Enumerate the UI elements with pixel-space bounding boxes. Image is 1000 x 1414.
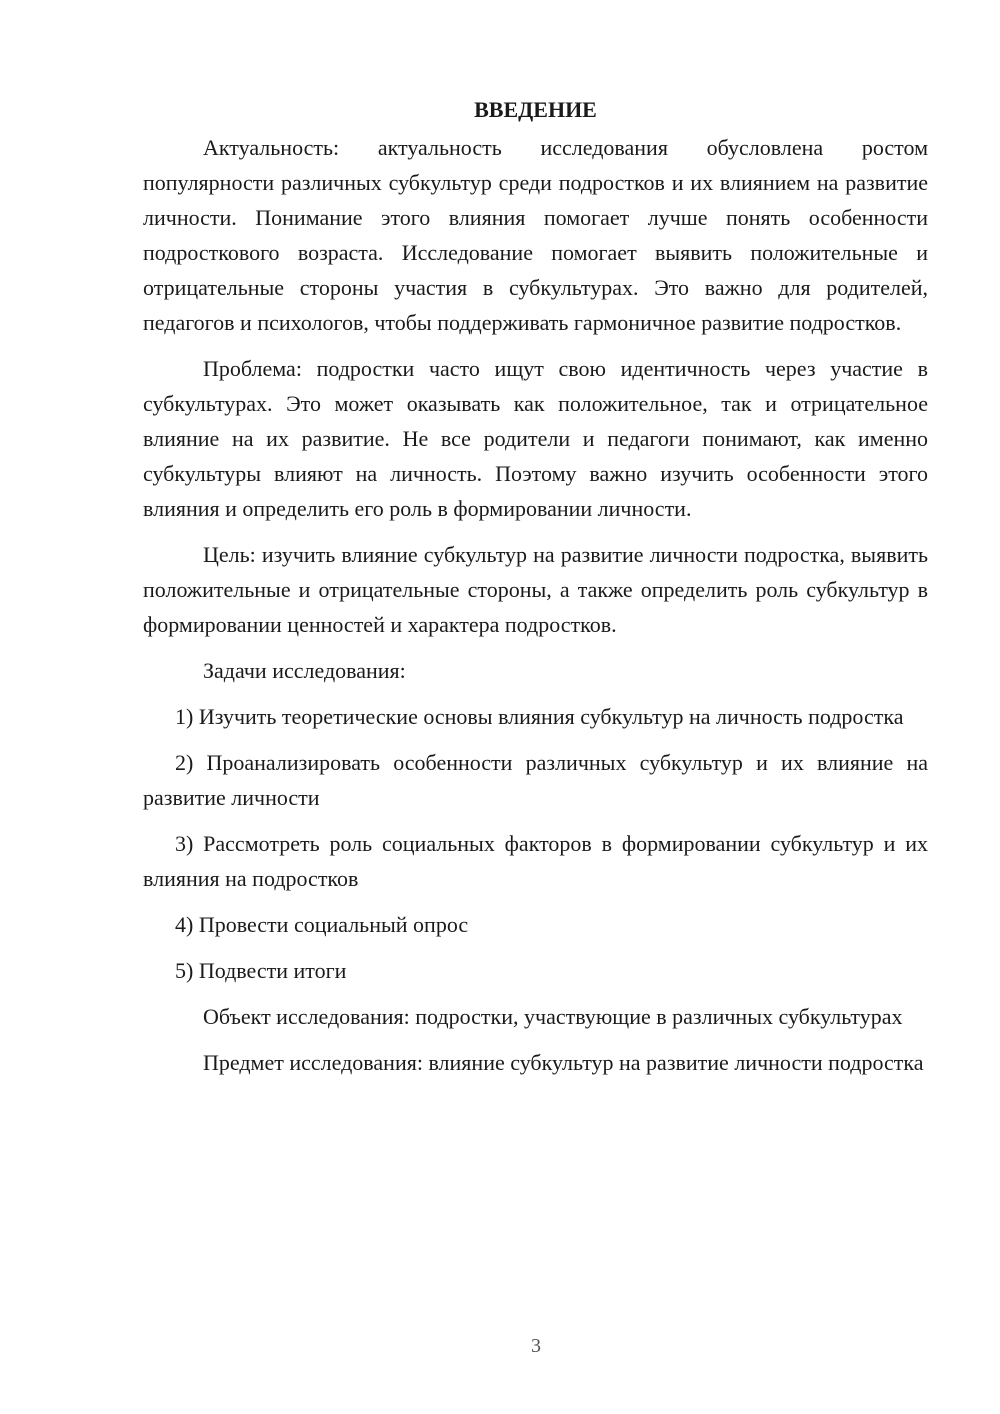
task-item: 1) Изучить теоретические основы влияния субкультур на личность подростка xyxy=(175,704,904,729)
task-item: 4) Провести социальный опрос xyxy=(175,912,469,937)
tasks-title: Задачи исследования: xyxy=(203,658,406,683)
subject-paragraph: Предмет исследования: влияние субкультур на развитие личности подростка xyxy=(203,1050,924,1075)
page-number: 3 xyxy=(531,1335,541,1357)
relevance-paragraph: Актуальность: актуальность исследования обусловлена ростом популярности различных субкультур среди подростков и их влиянием на развитие личности. Понимание этого влияния помогает лучше понять особенности подросткового возраста. Исследование помогает выявить положительные и отрицательные стороны участия в субкультурах. Это важно для родителей, педагогов и психологов, чтобы поддерживать гармоничное развитие подростков. xyxy=(143,135,928,335)
document-page xyxy=(143,92,928,1091)
task-item: 5) Подвести итоги xyxy=(175,958,347,983)
task-item: 2) Проанализировать особенности различных субкультур и их влияние на развитие личности xyxy=(143,750,928,810)
goal-paragraph: Цель: изучить влияние субкультур на развитие личности подростка, выявить положительные и отрицательные стороны, а также определить роль субкультур в формировании ценностей и характера подростков. xyxy=(143,542,928,637)
page-title: ВВЕДЕНИЕ xyxy=(474,97,597,122)
object-paragraph: Объект исследования: подростки, участвующие в различных субкультурах xyxy=(203,1004,903,1029)
problem-paragraph: Проблема: подростки часто ищут свою идентичность через участие в субкультурах. Это может оказывать как положительное, так и отрицательное влияние на их развитие. Не все родители и педагоги понимают, как именно субкультуры влияют на личность. Поэтому важно изучить особенности этого влияния и определить его роль в формировании личности. xyxy=(143,356,928,521)
task-item: 3) Рассмотреть роль социальных факторов в формировании субкультур и их влияния на подростков xyxy=(143,831,928,891)
